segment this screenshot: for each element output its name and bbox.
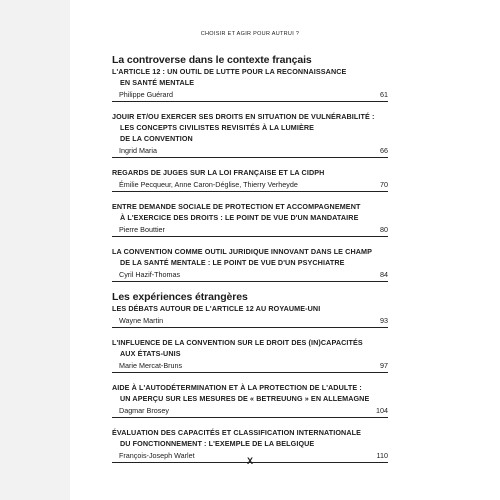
section-title: Les expériences étrangères [112,291,248,303]
entry-page-number: 93 [380,316,388,325]
entry-title-line: DE LA SANTÉ MENTALE : LE POINT DE VUE D'UN PSYCHIATRE [120,258,345,267]
entry-title-line: JOUIR ET/OU EXERCER SES DROITS EN SITUATION DE VULNÉRABILITÉ : [112,112,375,121]
entry-title-line: UN APERÇU SUR LES MESURES DE « BETREUUNG » EN ALLEMAGNE [120,394,370,403]
entry-meta [112,224,388,237]
entry-page-number: 61 [380,90,388,99]
entry-author: François-Joseph Warlet [119,451,195,460]
entry-meta [112,179,388,192]
section-entries [112,303,388,463]
entry-title-line: ÉVALUATION DES CAPACITÉS ET CLASSIFICATION INTERNATIONALE [112,428,362,437]
toc-entry [112,337,388,373]
entry-title-line: LA CONVENTION COMME OUTIL JURIDIQUE INNOVANT DANS LE CHAMP [112,247,373,256]
toc-entry [112,303,388,328]
entry-meta [112,360,388,373]
entry-page-number: 66 [380,146,388,155]
entry-meta [112,145,388,158]
entry-page-number: 110 [376,451,388,460]
entry-title [112,111,388,144]
entry-page-number: 80 [380,225,388,234]
entry-title-line: À L'EXERCICE DES DROITS : LE POINT DE VUE D'UN MANDATAIRE [120,213,359,222]
entry-meta [112,269,388,282]
entry-title-line: LES CONCEPTS CIVILISTES REVISITÉS À LA LUMIÈRE [120,123,315,132]
entry-title-line: LES DÉBATS AUTOUR DE L'ARTICLE 12 AU ROYAUME-UNI [112,304,321,313]
page-margin [0,0,70,500]
entry-title-line: AUX ÉTATS-UNIS [120,349,181,358]
entry-page-number: 104 [376,406,388,415]
entry-author: Pierre Bouttier [119,225,165,234]
entry-title [112,337,388,359]
entry-title [112,427,388,449]
entry-title-line: L'ARTICLE 12 : UN OUTIL DE LUTTE POUR LA RECONNAISSANCE [112,67,347,76]
entry-title [112,303,388,314]
entry-author: Philippe Guérard [119,90,173,99]
toc-entry [112,246,388,282]
entry-meta [112,315,388,328]
toc-entry [112,201,388,237]
page-number: X [246,456,253,466]
entry-title [112,246,388,268]
toc-entry [112,111,388,158]
entry-title-line: AIDE À L'AUTODÉTERMINATION ET À LA PROTECTION DE L'ADULTE : [112,383,362,392]
entry-title-line: DE LA CONVENTION [120,134,193,143]
toc-entry [112,66,388,102]
running-header: CHOISIR ET AGIR POUR AUTRUI ? [200,31,300,37]
entry-page-number: 97 [380,361,388,370]
entry-author: Dagmar Brosey [119,406,169,415]
section-entries [112,66,388,282]
entry-title [112,201,388,223]
entry-author: Ingrid Maria [119,146,157,155]
entry-title [112,66,388,88]
entry-title-line: EN SANTÉ MENTALE [120,78,195,87]
entry-page-number: 70 [380,180,388,189]
toc-section [112,291,388,463]
entry-title-line: ENTRE DEMANDE SOCIALE DE PROTECTION ET ACCOMPAGNEMENT [112,202,361,211]
entry-author: Émilie Pecqueur, Anne Caron-Déglise, Thierry Verheyde [119,180,298,189]
entry-meta [112,89,388,102]
entry-meta [112,405,388,418]
entry-page-number: 84 [380,270,388,279]
toc-entry [112,167,388,192]
table-of-contents [112,54,388,472]
entry-title [112,382,388,404]
toc-section [112,54,388,282]
toc-entry [112,382,388,418]
entry-title-line: REGARDS DE JUGES SUR LA LOI FRANÇAISE ET LA CIDPH [112,168,325,177]
entry-title [112,167,388,178]
entry-title-line: L'INFLUENCE DE LA CONVENTION SUR LE DROIT DES (IN)CAPACITÉS [112,338,363,347]
entry-author: Cyril Hazif-Thomas [119,270,181,279]
entry-author: Marie Mercat-Bruns [119,361,183,370]
entry-title-line: DU FONCTIONNEMENT : L'EXEMPLE DE LA BELGIQUE [120,439,315,448]
section-title: La controverse dans le contexte français [112,54,312,66]
entry-author: Wayne Martin [119,316,164,325]
